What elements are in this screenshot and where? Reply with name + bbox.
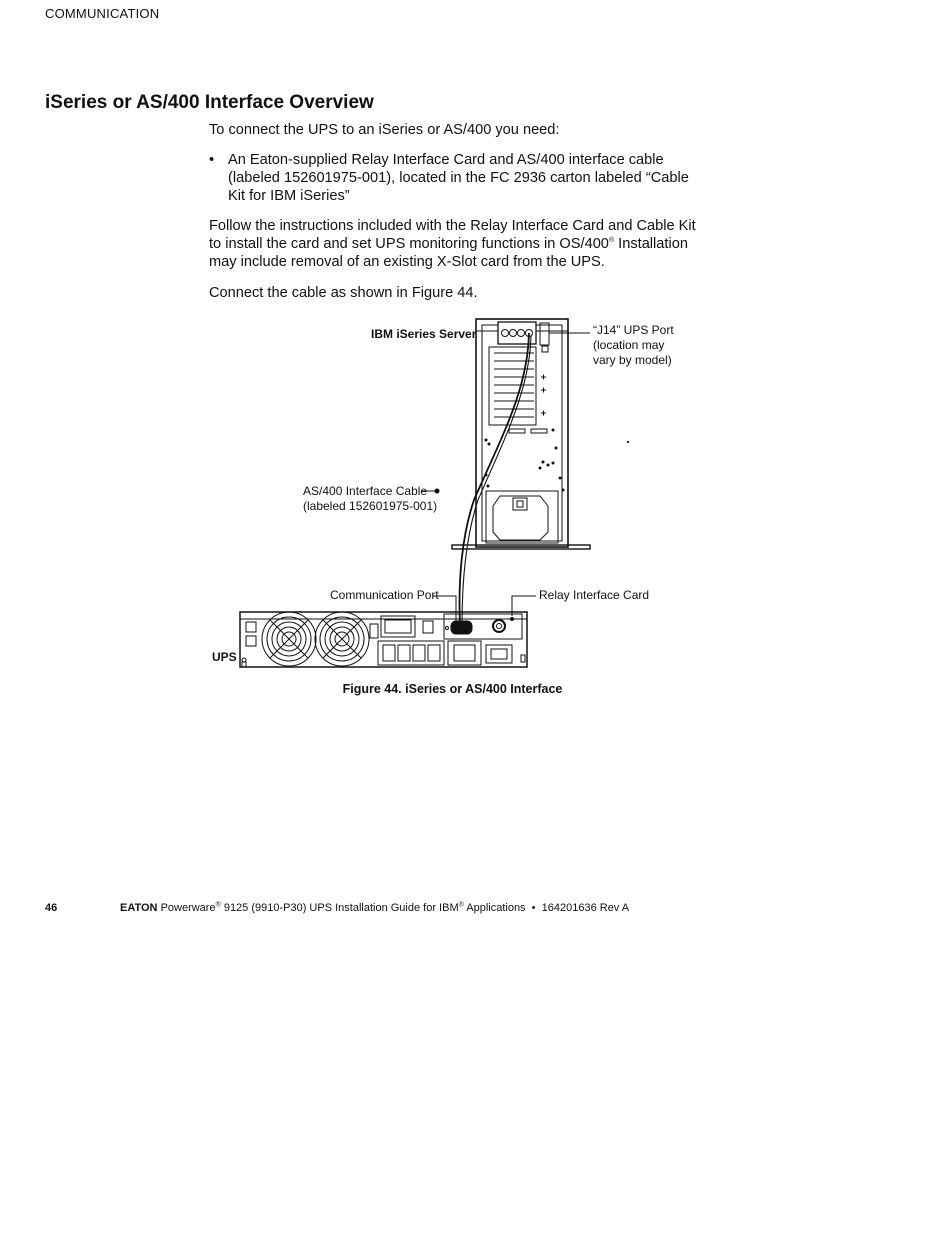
footer-product: Powerware [160,902,216,914]
footer-guide-text: 9125 (9910-P30) UPS Installation Guide for IBM [220,902,459,914]
label-j14-port-line2: (location may [593,338,665,352]
page-number: 46 [45,902,58,914]
bullet-symbol: • [209,152,215,168]
running-head: COMMUNICATION [45,6,160,21]
label-j14-port-line1: “J14” UPS Port [593,323,674,337]
footer-guide-tail: Applications • 164201636 Rev A [463,902,630,914]
footer-reg-mark-2: ® [458,901,464,909]
connect-paragraph: Connect the cable as shown in Figure 44. [209,285,478,301]
label-communication-port: Communication Port [330,588,439,602]
label-cable-line1: AS/400 Interface Cable [303,484,428,498]
label-cable-line2: (labeled 152601975-001) [303,499,438,513]
footer-reg-mark: ® [215,901,221,909]
footer-text [120,902,629,914]
label-ups: UPS [212,650,237,664]
instructions-end: Installation may include removal of an existing X-Slot card from the UPS. [209,236,688,270]
footer-brand: EATON [120,902,158,914]
intro-paragraph: To connect the UPS to an iSeries or AS/400 you need: [209,122,560,138]
ups-rear-panel [240,612,527,667]
label-j14-port-line3: vary by model) [593,353,672,367]
section-title: iSeries or AS/400 Interface Overview [45,92,374,113]
label-relay-interface-card: Relay Interface Card [539,588,650,602]
bullet-text: An Eaton-supplied Relay Interface Card and AS/400 interface cable (labeled 152601975-001), located in the FC 2936 carton labeled “Cable Kit for IBM iSeries” [228,152,689,204]
figure-caption: Figure 44. iSeries or AS/400 Interface [342,682,563,696]
instructions-main: Follow the instructions included with the Relay Interface Card and Cable Kit to install the card and set UPS monitoring functions in OS/400 [209,218,696,252]
registered-mark: ® [608,237,615,245]
label-ibm-server: IBM iSeries Server [371,327,477,341]
